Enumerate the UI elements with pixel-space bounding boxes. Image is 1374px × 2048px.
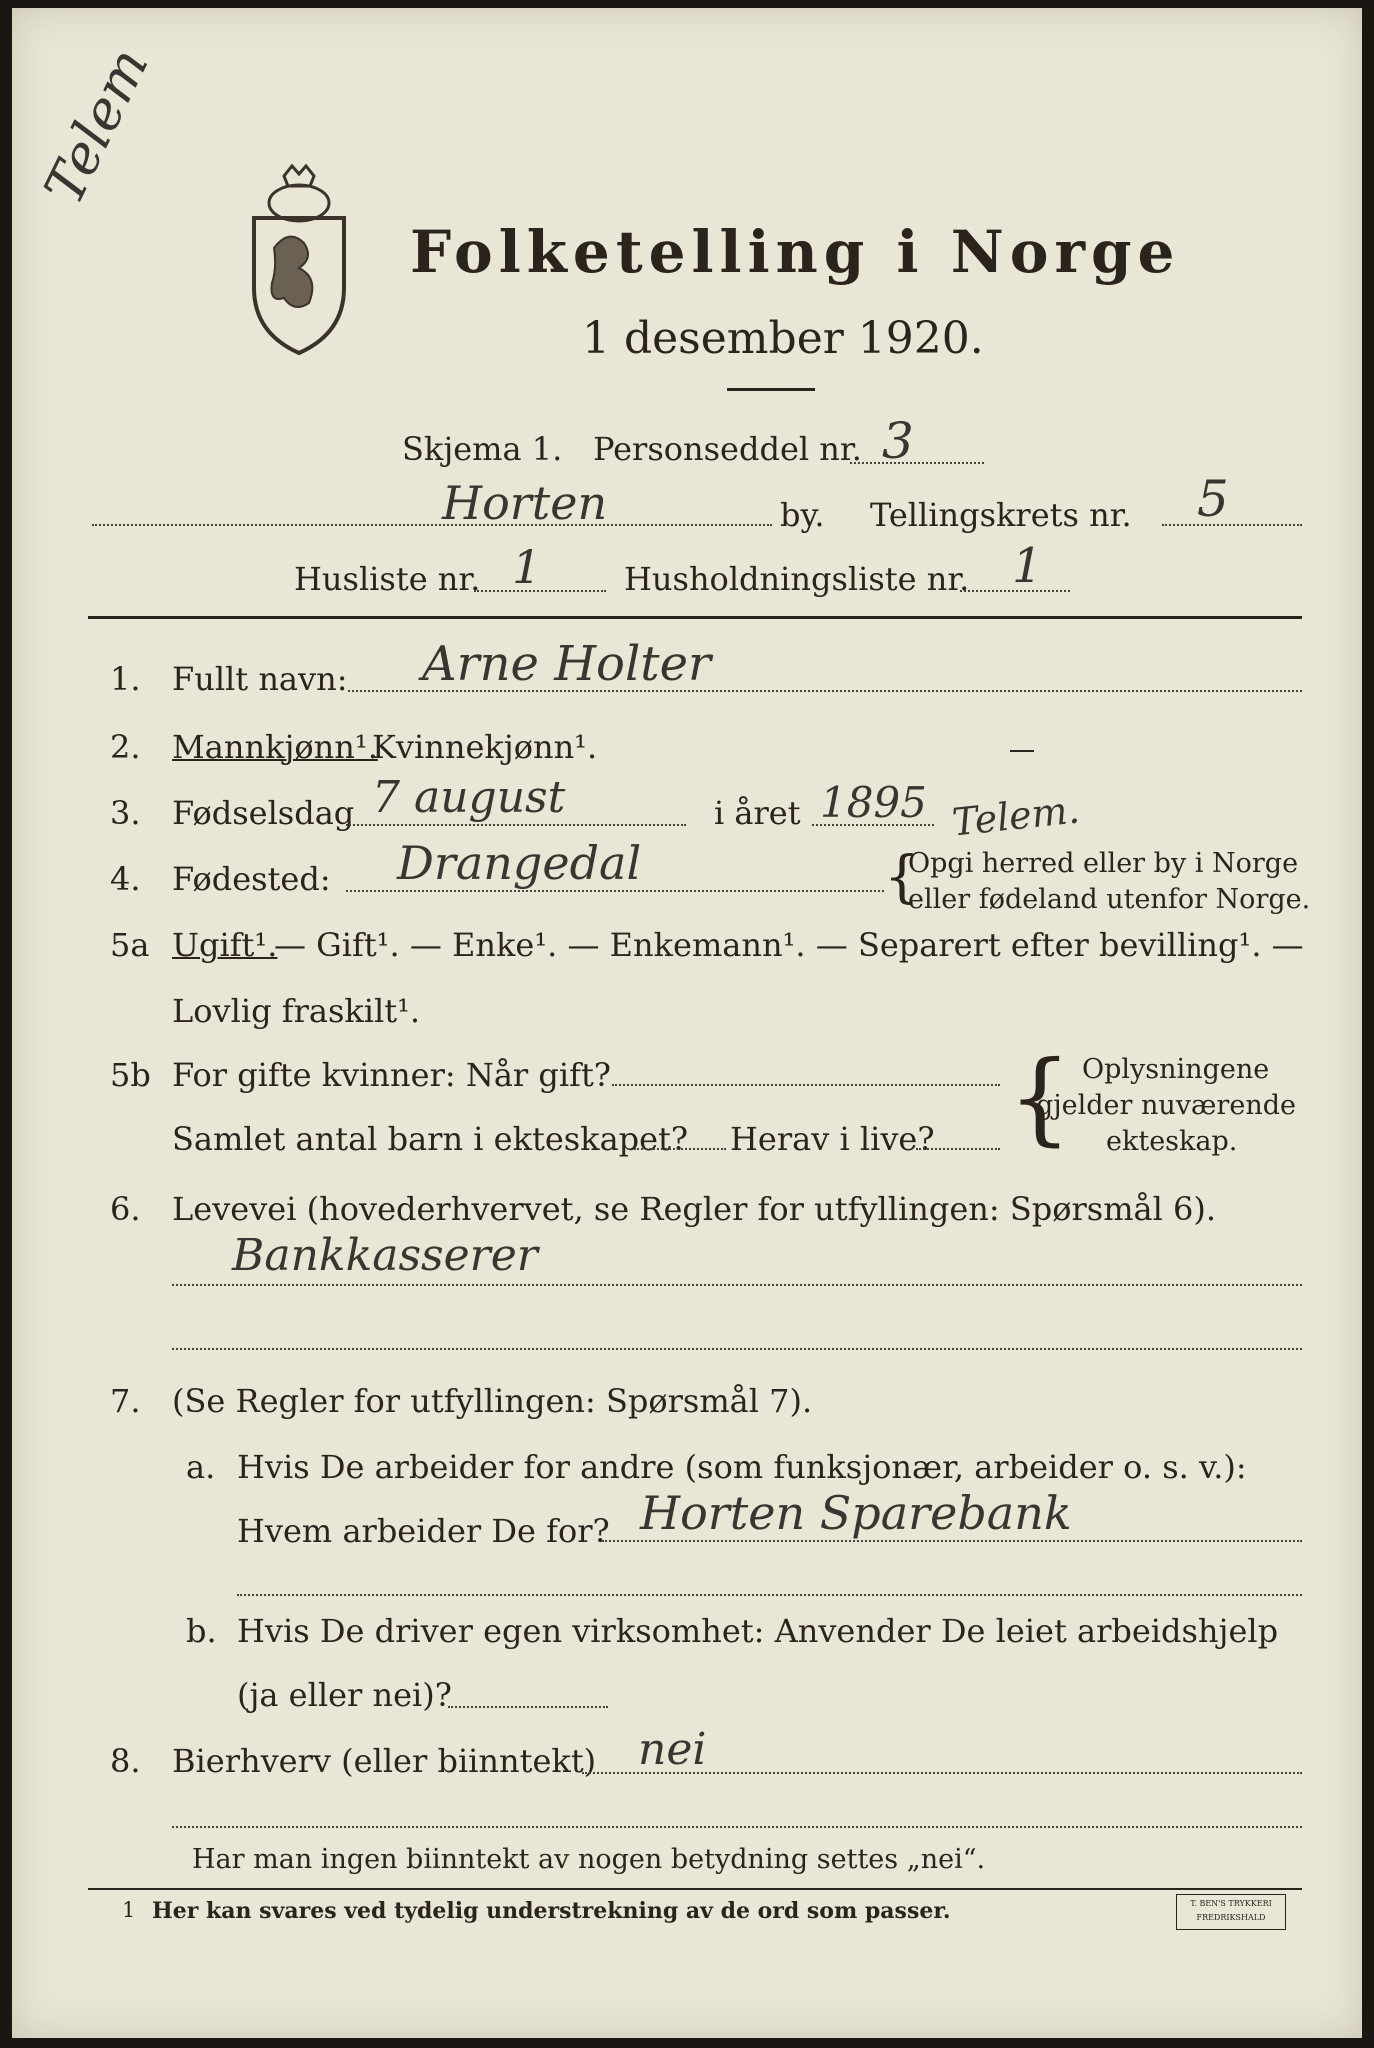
q5a-other-options: — Gift¹. — Enke¹. — Enkemann¹. — Separert efter bevilling¹. — bbox=[274, 926, 1304, 964]
tellingskrets-line bbox=[1162, 524, 1302, 526]
q3-date-line bbox=[346, 824, 686, 826]
q4-note-line1: Opgi herred eller by i Norge bbox=[908, 848, 1299, 879]
q7-label: (Se Regler for utfyllingen: Spørsmål 7). bbox=[172, 1382, 813, 1420]
q5b-alive-line bbox=[916, 1148, 1000, 1150]
q5b-note-line2: gjelder nuværende bbox=[1036, 1090, 1296, 1121]
printer-stamp bbox=[1176, 1894, 1286, 1930]
footnote-text: Her kan svares ved tydelig understrekning av de ord som passer. bbox=[152, 1898, 951, 1924]
q6-number: 6. bbox=[110, 1190, 141, 1228]
q5b-married-line bbox=[612, 1084, 1000, 1086]
q6-line-1 bbox=[172, 1284, 1302, 1286]
q4-note-line2: eller fødeland utenfor Norge. bbox=[908, 884, 1311, 915]
q5a-ugift-option: Ugift¹. bbox=[172, 926, 278, 964]
q7b-letter: b. bbox=[186, 1612, 217, 1650]
q2-number: 2. bbox=[110, 728, 141, 766]
norway-coat-of-arms-icon bbox=[244, 158, 354, 358]
q5b-alive-label: Herav i live? bbox=[730, 1120, 935, 1158]
q8-line-2 bbox=[172, 1826, 1302, 1828]
q3-value: 7 august bbox=[372, 772, 566, 823]
by-line bbox=[92, 524, 772, 526]
margin-annotation: Telem bbox=[32, 38, 161, 214]
q7a-line2: Hvem arbeider De for? bbox=[237, 1512, 610, 1550]
q4-label: Fødested: bbox=[172, 860, 331, 898]
section-divider bbox=[88, 616, 1302, 619]
q1-value: Arne Holter bbox=[422, 636, 711, 692]
printer-line1: T. BEN'S TRYKKERI bbox=[1190, 1899, 1272, 1908]
q5b-children-line bbox=[634, 1148, 726, 1150]
q8-number: 8. bbox=[110, 1742, 141, 1780]
q3-extra-note: Telem. bbox=[950, 787, 1082, 845]
q5a-fraskilt-option: Lovlig fraskilt¹. bbox=[172, 992, 421, 1030]
q5a-number: 5a bbox=[110, 926, 150, 964]
q5b-children-label: Samlet antal barn i ekteskapet? bbox=[172, 1120, 689, 1158]
personseddel-line bbox=[850, 462, 984, 464]
footer-divider bbox=[88, 1888, 1302, 1890]
by-value: Horten bbox=[442, 476, 608, 530]
q6-line-2 bbox=[172, 1348, 1302, 1350]
q8-label: Bierhverv (eller biinntekt) bbox=[172, 1742, 597, 1780]
tellingskrets-value: 5 bbox=[1197, 470, 1229, 528]
form-title: Folketelling i Norge bbox=[410, 218, 1181, 286]
husholdning-value: 1 bbox=[1012, 538, 1043, 594]
q4-line bbox=[346, 890, 884, 892]
q5b-note-line1: Oplysningene bbox=[1082, 1054, 1270, 1085]
personseddel-label: Personseddel nr. bbox=[593, 430, 862, 468]
husliste-value: 1 bbox=[512, 540, 542, 594]
q6-value: Bankkasserer bbox=[232, 1230, 538, 1281]
q5b-line1: For gifte kvinner: Når gift? bbox=[172, 1056, 611, 1094]
q2-female-option: Kvinnekjønn¹. bbox=[372, 728, 598, 766]
husholdning-label: Husholdningsliste nr. bbox=[624, 560, 970, 598]
q3-label: Fødselsdag bbox=[172, 794, 355, 832]
q7a-line1: Hvis De arbeider for andre (som funksjonær, arbeider o. s. v.): bbox=[237, 1448, 1247, 1486]
census-date: 1 desember 1920. bbox=[582, 313, 984, 364]
skjema-label: Skjema 1. bbox=[402, 430, 563, 468]
q7a-line bbox=[602, 1540, 1302, 1542]
q4-number: 4. bbox=[110, 860, 141, 898]
title-divider bbox=[727, 388, 815, 391]
by-label: by. bbox=[780, 496, 825, 534]
q1-number: 1. bbox=[110, 660, 141, 698]
q7b-line2: (ja eller nei)? bbox=[237, 1676, 452, 1714]
footnote-mark: 1 bbox=[122, 1898, 136, 1922]
census-form-page bbox=[12, 8, 1362, 2038]
personseddel-value: 3 bbox=[882, 412, 914, 470]
q2-mark bbox=[1010, 750, 1034, 752]
tellingskrets-label: Tellingskrets nr. bbox=[870, 496, 1132, 534]
q6-label: Levevei (hovederhvervet, se Regler for utfyllingen: Spørsmål 6). bbox=[172, 1190, 1217, 1228]
q2-male-option: Mannkjønn¹. bbox=[172, 728, 378, 766]
q7a-line-2 bbox=[237, 1594, 1302, 1596]
q7a-letter: a. bbox=[186, 1448, 216, 1486]
q3-year-label: i året bbox=[714, 794, 801, 832]
q3-year-value: 1895 bbox=[820, 778, 927, 827]
q5b-note-line3: ekteskap. bbox=[1106, 1126, 1238, 1157]
q7-number: 7. bbox=[110, 1382, 141, 1420]
q7a-value: Horten Sparebank bbox=[640, 1486, 1072, 1540]
q1-label: Fullt navn: bbox=[172, 660, 348, 698]
husliste-label: Husliste nr. bbox=[294, 560, 481, 598]
footer-note: Har man ingen biinntekt av nogen betydning settes „nei“. bbox=[192, 1844, 986, 1875]
q5b-number: 5b bbox=[110, 1056, 151, 1094]
q8-value: nei bbox=[638, 1724, 707, 1775]
q4-value: Drangedal bbox=[397, 836, 642, 890]
q3-number: 3. bbox=[110, 794, 141, 832]
printer-line2: FREDRIKSHALD bbox=[1196, 1913, 1266, 1922]
q4-note-brace: { bbox=[884, 845, 920, 910]
q5b-note-brace: { bbox=[1008, 1039, 1072, 1156]
q7b-line1: Hvis De driver egen virksomhet: Anvender De leiet arbeidshjelp bbox=[237, 1612, 1279, 1650]
q7b-line bbox=[448, 1706, 608, 1708]
